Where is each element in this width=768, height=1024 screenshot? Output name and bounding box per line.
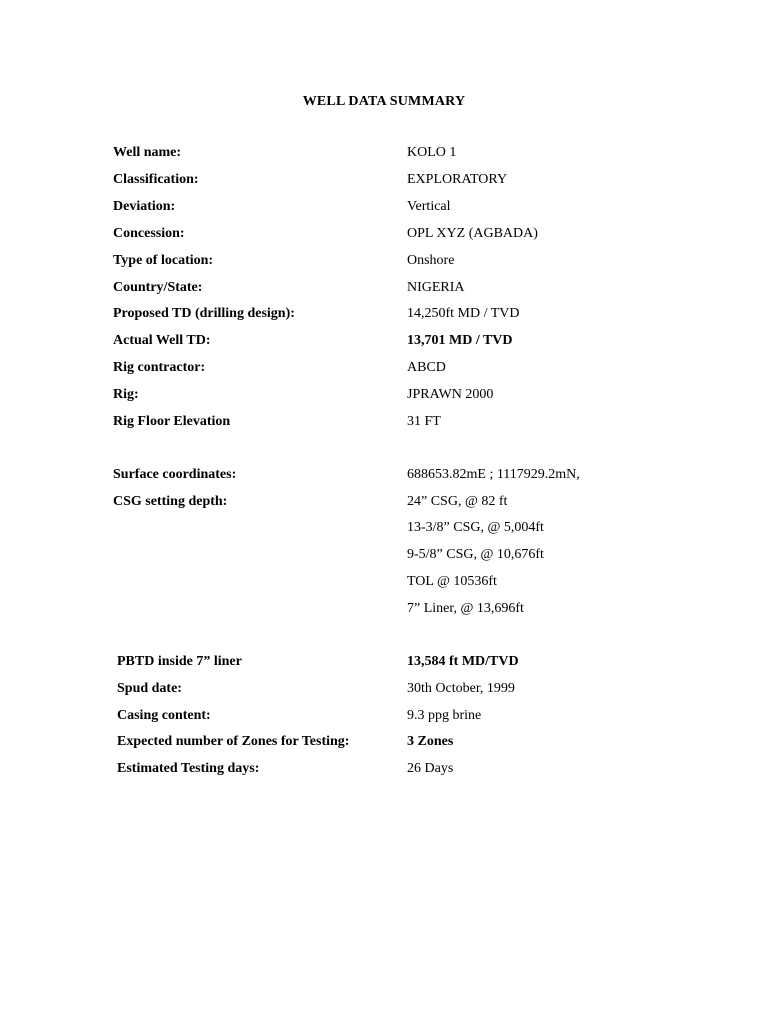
spud-date-value: 30th October, 1999 [407, 681, 515, 696]
rig-contractor-value: ABCD [407, 360, 446, 375]
document-title: WELL DATA SUMMARY [302, 94, 466, 109]
actual-td-label: Actual Well TD: [113, 333, 211, 348]
zones-for-testing-value: 3 Zones [407, 734, 454, 749]
testing-days-label: Estimated Testing days: [117, 761, 260, 776]
casing-content-value: 9.3 ppg brine [407, 708, 482, 723]
pbtd-value: 13,584 ft MD/TVD [407, 654, 519, 669]
csg-setting-depth-label: CSG setting depth: [113, 494, 228, 509]
deviation-value: Vertical [407, 199, 451, 214]
country-state-value: NIGERIA [407, 280, 465, 295]
testing-days-value: 26 Days [407, 761, 454, 776]
surface-coordinates-value: 688653.82mE ; 1117929.2mN, [407, 467, 580, 482]
pbtd-label: PBTD inside 7” liner [117, 654, 242, 669]
well-name-label: Well name: [113, 145, 182, 160]
classification-value: EXPLORATORY [407, 172, 508, 187]
concession-label: Concession: [113, 226, 185, 241]
csg-value-7-liner: 7” Liner, @ 13,696ft [407, 601, 524, 616]
csg-value-9-5-8: 9-5/8” CSG, @ 10,676ft [407, 547, 544, 562]
zones-for-testing-label: Expected number of Zones for Testing: [117, 734, 350, 749]
proposed-td-label: Proposed TD (drilling design): [113, 306, 295, 321]
actual-td-value: 13,701 MD / TVD [407, 333, 513, 348]
deviation-label: Deviation: [113, 199, 176, 214]
concession-value: OPL XYZ (AGBADA) [407, 226, 538, 241]
rig-label: Rig: [113, 387, 139, 402]
surface-coordinates-label: Surface coordinates: [113, 467, 237, 482]
csg-value-13-3-8: 13-3/8” CSG, @ 5,004ft [407, 520, 544, 535]
csg-value-tol: TOL @ 10536ft [407, 574, 497, 589]
location-type-value: Onshore [407, 253, 455, 268]
rig-value: JPRAWN 2000 [407, 387, 494, 402]
csg-value-24: 24” CSG, @ 82 ft [407, 494, 508, 509]
rig-floor-elevation-label: Rig Floor Elevation [113, 414, 231, 429]
casing-content-label: Casing content: [117, 708, 211, 723]
proposed-td-value: 14,250ft MD / TVD [407, 306, 520, 321]
well-name-value: KOLO 1 [407, 145, 457, 160]
spud-date-label: Spud date: [117, 681, 182, 696]
classification-label: Classification: [113, 172, 199, 187]
location-type-label: Type of location: [113, 253, 214, 268]
rig-contractor-label: Rig contractor: [113, 360, 206, 375]
rig-floor-elevation-value: 31 FT [407, 414, 441, 429]
country-state-label: Country/State: [113, 280, 203, 295]
